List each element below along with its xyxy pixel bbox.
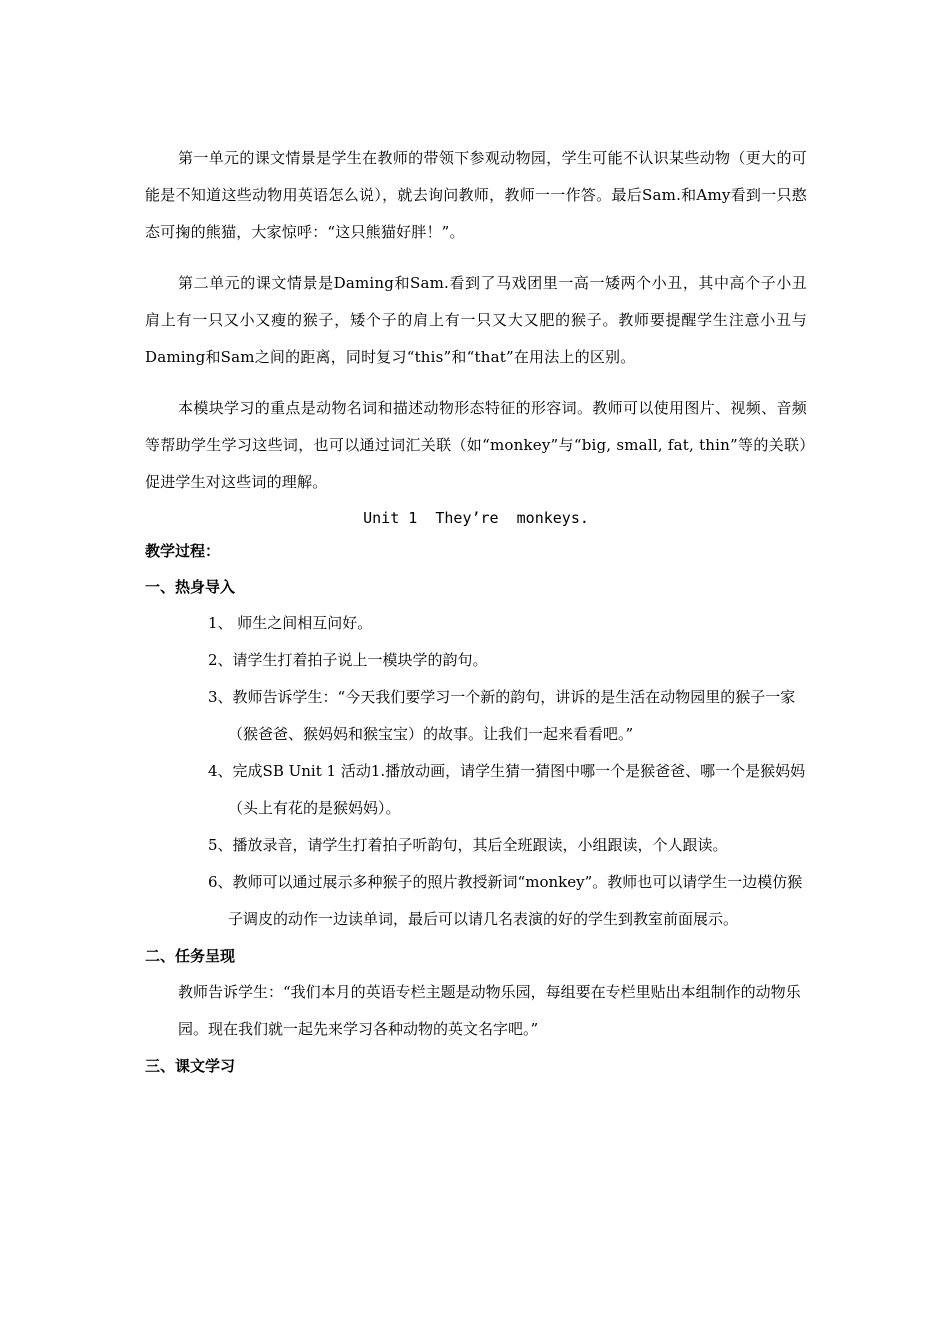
intro-paragraph-unit2: 第二单元的课文情景是Daming和Sam.看到了马戏团里一高一矮两个小丑，其中高个子小丑肩上有一只又小又瘦的猴子，矮个子的肩上有一只又大又肥的猴子。教师要提醒学生注意小丑与Daming和Sam之间的距离，同时复习“this”和“that”在用法上的区别。 [145, 274, 807, 366]
warmup-step: 2、请学生打着拍子说上一模块学的韵句。 [208, 651, 488, 669]
section-heading-warmup: 一、热身导入 [145, 578, 236, 596]
task-paragraph: 教师告诉学生：“我们本月的英语专栏主题是动物乐园，每组要在专栏里贴出本组制作的动物乐园。现在我们就一起先来学习各种动物的英文名字吧。” [178, 983, 801, 1038]
warmup-step: 3、教师告诉学生：“今天我们要学习一个新的韵句，讲诉的是生活在动物园里的猴子一家（猴爸爸、猴妈妈和猴宝宝）的故事。让我们一起来看看吧。” [208, 688, 796, 743]
warmup-step: 6、教师可以通过展示多种猴子的照片教授新词“monkey”。教师也可以请学生一边模仿猴子调皮的动作一边读单词，最后可以请几名表演的好的学生到教室前面展示。 [208, 873, 803, 928]
warmup-step: 4、完成SB Unit 1 活动1.播放动画，请学生猜一猜图中哪一个是猴爸爸、哪一个是猴妈妈（头上有花的是猴妈妈）。 [208, 762, 806, 817]
document-body [145, 140, 807, 1084]
process-label: 教学过程： [145, 542, 221, 560]
intro-paragraph-unit1: 第一单元的课文情景是学生在教师的带领下参观动物园，学生可能不认识某些动物（更大的可能是不知道这些动物用英语怎么说），就去询问教师，教师一一作答。最后Sam.和Amy看到一只憨态可掬的熊猫，大家惊呼：“这只熊猫好胖！”。 [145, 149, 807, 241]
warmup-step: 1、 师生之间相互问好。 [208, 614, 373, 632]
warmup-step-list [145, 605, 807, 938]
unit-title: Unit 1 They’re monkeys. [363, 509, 589, 527]
section-heading-text-study: 三、课文学习 [145, 1057, 236, 1075]
section-heading-task: 二、任务呈现 [145, 947, 236, 965]
intro-paragraph-focus: 本模块学习的重点是动物名词和描述动物形态特征的形容词。教师可以使用图片、视频、音频等帮助学生学习这些词，也可以通过词汇关联（如“monkey”与“big, small, fat, thin”等的关联）促进学生对这些词的理解。 [145, 399, 807, 491]
warmup-step: 5、播放录音，请学生打着拍子听韵句，其后全班跟读，小组跟读，个人跟读。 [208, 836, 728, 854]
